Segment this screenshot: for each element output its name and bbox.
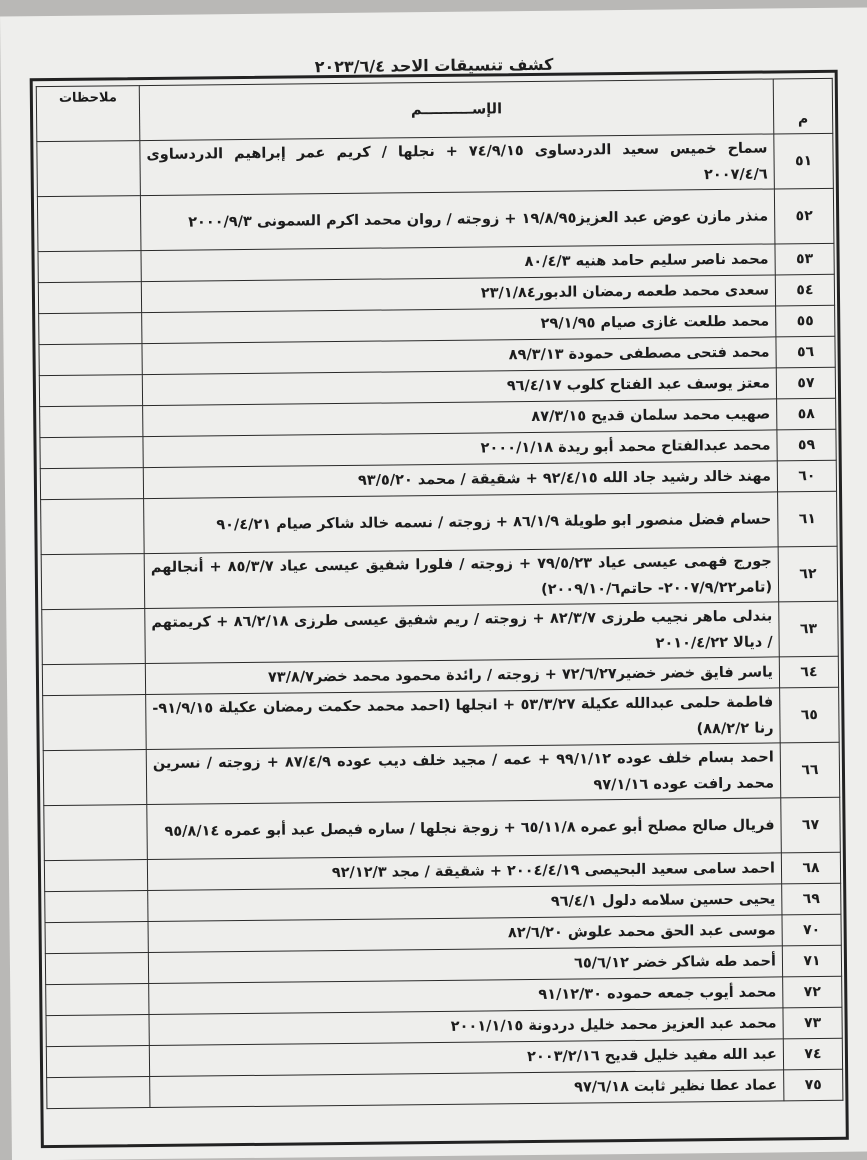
row-name: يحيى حسين سلامه دلول ٩٦/٤/١ xyxy=(148,884,782,922)
row-notes xyxy=(40,406,143,438)
row-notes xyxy=(41,554,145,610)
row-number: ٧٢ xyxy=(783,976,842,1008)
row-number: ٧٥ xyxy=(784,1069,843,1101)
table-row xyxy=(44,797,841,860)
row-name: صهيب محمد سلمان قديح ٨٧/٣/١٥ xyxy=(143,399,777,437)
row-name: أحمد طه شاكر خضر ٦٥/٦/١٢ xyxy=(148,946,782,984)
row-name: بندلى ماهر نجيب طرزى ٨٢/٣/٧ + زوجته / ريم شفيق عيسى طرزى ٨٦/٢/١٨ + كريمتهم / ديالا ٢٠١٠/٤/٢٢ xyxy=(145,602,780,664)
row-name: احمد بسام خلف عوده ٩٩/١/١٢ + عمه / مجيد خلف ديب عوده ٨٧/٤/٩ + زوجته / نسرين محمد رافت عوده ٩٧/١/١٦ xyxy=(146,743,781,805)
row-number: ٦١ xyxy=(778,491,838,547)
table-row xyxy=(41,491,838,554)
header-notes: ملاحظات xyxy=(36,86,140,142)
document-title: كشف تنسيقات الاحد ٢٠٢٣/٦/٤ xyxy=(314,54,554,77)
row-name: فريال صالح مصلح أبو عمره ٦٥/١١/٨ + زوجة نجلها / ساره فيصل عبد أبو عمره ٩٥/٨/١٤ xyxy=(147,798,782,860)
row-name: عبد الله مفيد خليل قديح ٢٠٠٣/٢/١٦ xyxy=(149,1039,783,1077)
row-name: محمد طلعت غازى صيام ٢٩/١/٩٥ xyxy=(142,306,776,344)
row-name: مهند خالد رشيد جاد الله ٩٢/٤/١٥ + شقيقة / محمد ٩٣/٥/٢٠ xyxy=(143,461,777,499)
table-row xyxy=(37,188,834,251)
row-notes xyxy=(38,282,141,314)
paper-sheet xyxy=(0,7,867,1160)
row-notes xyxy=(39,375,142,407)
row-notes xyxy=(40,468,143,500)
row-name: محمد أيوب جمعه حموده ٩١/١٢/٣٠ xyxy=(149,977,783,1015)
row-notes xyxy=(45,953,148,985)
row-notes xyxy=(45,922,148,954)
row-name: سماح خميس سعيد الدردساوى ٧٤/٩/١٥ + نجلها / كريم عمر إبراهيم الدردساوى ٢٠٠٧/٤/٦ xyxy=(140,134,775,196)
row-number: ٦٩ xyxy=(782,883,841,915)
row-name: محمد عبدالفتاح محمد أبو ريدة ٢٠٠٠/١/١٨ xyxy=(143,430,777,468)
row-number: ٥٢ xyxy=(774,188,834,244)
table-row xyxy=(43,742,840,805)
row-notes xyxy=(43,750,147,806)
row-number: ٥٥ xyxy=(776,305,835,337)
row-notes xyxy=(46,1015,149,1047)
row-number: ٧٤ xyxy=(783,1038,842,1070)
table-row xyxy=(41,546,838,609)
row-number: ٥١ xyxy=(774,133,834,189)
roster-table xyxy=(36,78,844,1109)
row-name: احمد سامى سعيد البحيصى ٢٠٠٤/٤/١٩ + شقيقة / مجد ٩٢/١٢/٣ xyxy=(147,853,781,891)
row-number: ٧٣ xyxy=(783,1007,842,1039)
row-number: ٦٣ xyxy=(779,601,839,657)
row-name: منذر مازن عوض عبد العزيز١٩/٨/٩٥ + زوجته / روان محمد اكرم السمونى ٢٠٠٠/٩/٣ xyxy=(140,189,775,251)
row-notes xyxy=(45,891,148,923)
row-notes xyxy=(46,1046,149,1078)
row-number: ٥٧ xyxy=(776,367,835,399)
row-notes xyxy=(40,437,143,469)
row-number: ٦٢ xyxy=(778,546,838,602)
row-number: ٦٥ xyxy=(780,687,840,743)
row-notes xyxy=(47,1077,150,1109)
row-number: ٧١ xyxy=(782,945,841,977)
row-number: ٥٣ xyxy=(775,243,834,275)
row-notes xyxy=(37,141,141,197)
row-number: ٦٦ xyxy=(780,742,840,798)
table-body xyxy=(37,133,843,1108)
row-name: فاطمة حلمى عبدالله عكيلة ٥٣/٣/٢٧ + انجلها (احمد محمد حكمت رمضان عكيلة ٩١/٩/١٥- رنا ٨٨/٢/٢) xyxy=(146,688,781,750)
roster-frame xyxy=(30,70,849,1148)
table-header-row xyxy=(36,78,833,141)
table-row xyxy=(43,687,840,750)
row-name: معتز يوسف عبد الفتاح كلوب ٩٦/٤/١٧ xyxy=(142,368,776,406)
row-number: ٦٧ xyxy=(781,797,841,853)
row-name: محمد فتحى مصطفى حمودة ٨٩/٣/١٣ xyxy=(142,337,776,375)
row-notes xyxy=(39,344,142,376)
table-row xyxy=(42,601,839,664)
row-notes xyxy=(43,695,147,751)
row-name: جورج فهمى عيسى عياد ٧٩/٥/٢٣ + زوجته / فلورا شفيق عيسى عياد ٨٥/٣/٧ + أنجالهم (تامر٢٠٠٧/٩/٢٢- حاتم٢٠٠٩/١٠/٦) xyxy=(144,547,779,609)
row-notes xyxy=(44,805,148,861)
row-name: عماد عطا نظير ثابت ٩٧/٦/١٨ xyxy=(150,1070,784,1108)
row-name: محمد عبد العزيز محمد خليل دردونة ٢٠٠١/١/١٥ xyxy=(149,1008,783,1046)
table-row xyxy=(37,133,834,196)
row-name: حسام فضل منصور ابو طويلة ٨٦/١/٩ + زوجته / نسمه خالد شاكر صيام ٩٠/٤/٢١ xyxy=(144,492,779,554)
row-number: ٧٠ xyxy=(782,914,841,946)
row-name: سعدى محمد طعمه رمضان الدبور٢٣/١/٨٤ xyxy=(141,275,775,313)
row-notes xyxy=(39,313,142,345)
row-name: محمد ناصر سليم حامد هنيه ٨٠/٤/٣ xyxy=(141,244,775,282)
row-name: موسى عبد الحق محمد علوش ٨٢/٦/٢٠ xyxy=(148,915,782,953)
row-notes xyxy=(38,251,141,283)
row-name: ياسر فايق خضر خضير٧٢/٦/٢٧ + زوجته / رائدة محمود محمد خضر٧٣/٨/٧ xyxy=(145,657,779,695)
row-number: ٦٤ xyxy=(779,656,838,688)
row-number: ٦٠ xyxy=(777,460,836,492)
row-number: ٥٨ xyxy=(777,398,836,430)
row-notes xyxy=(42,609,146,665)
header-name: الإســــــــــم xyxy=(139,79,774,141)
row-notes xyxy=(41,499,145,555)
row-number: ٦٨ xyxy=(781,852,840,884)
row-notes xyxy=(46,984,149,1016)
row-number: ٥٤ xyxy=(775,274,834,306)
row-notes xyxy=(37,196,141,252)
row-number: ٥٩ xyxy=(777,429,836,461)
row-notes xyxy=(44,860,147,892)
header-number: م xyxy=(773,78,833,134)
row-notes xyxy=(42,664,145,696)
row-number: ٥٦ xyxy=(776,336,835,368)
